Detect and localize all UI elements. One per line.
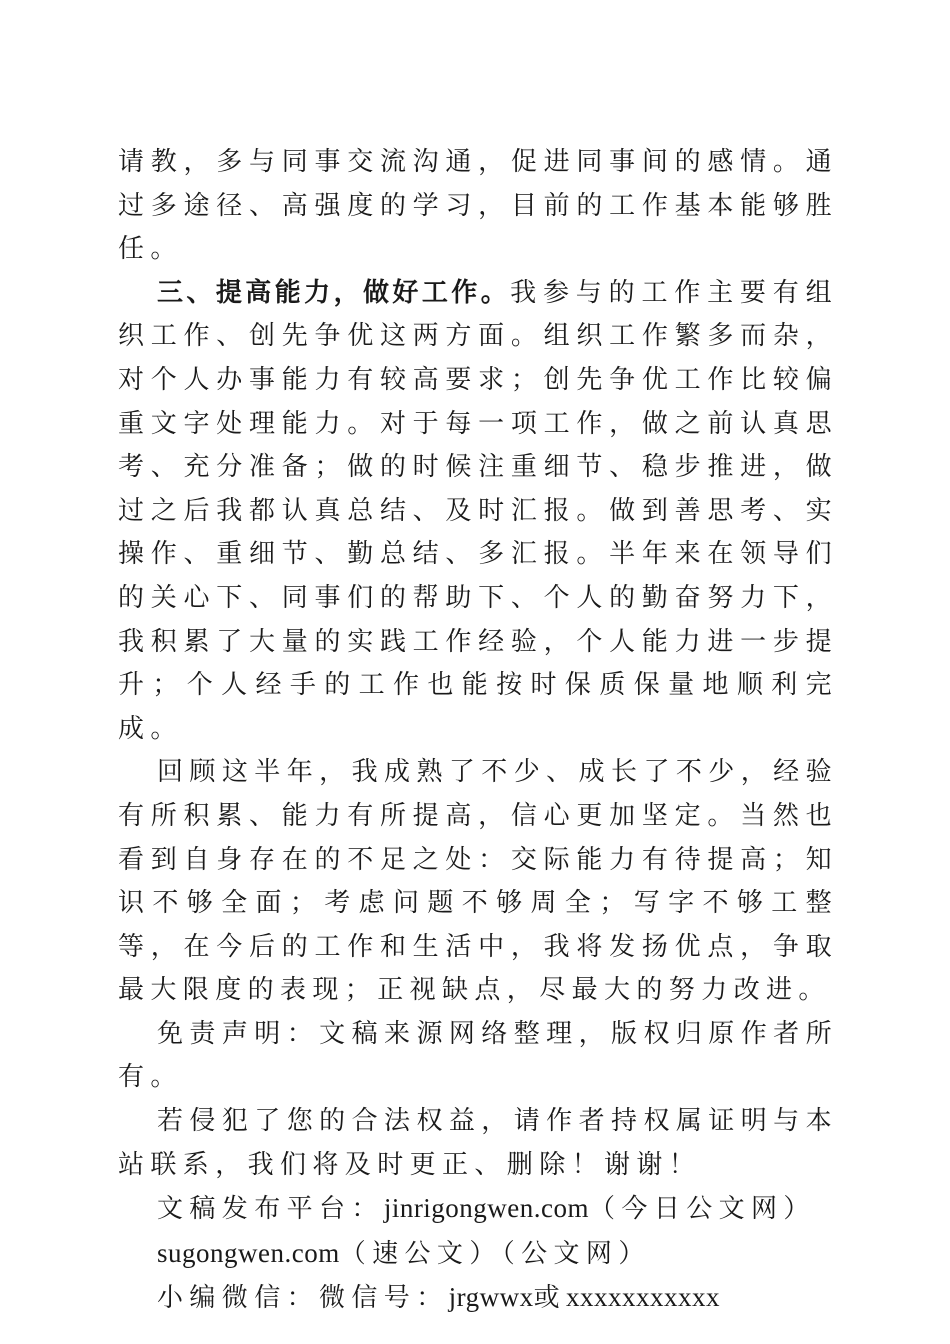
paragraph-section-three [118, 272, 838, 752]
disclaimer-text: 免责声明：文稿来源网络整理，版权归原作者所有。 [118, 1018, 838, 1093]
site2-line [118, 1232, 838, 1277]
wechat-line [118, 1276, 838, 1321]
wechat-or: 或 [533, 1283, 567, 1314]
section-heading: 三、提高能力，做好工作。 [157, 277, 511, 308]
paragraph-continuation: 请教，多与同事交流沟通，促进同事间的感情。通过多途径、高强度的学习，目前的工作基本能够胜任。 [118, 147, 838, 265]
platform-name: （今日公文网） [589, 1194, 816, 1225]
wechat-label: 小编微信：微信号： [157, 1283, 449, 1314]
paragraph-review: 回顾这半年，我成熟了不少、成长了不少，经验有所积累、能力有所提高，信心更加坚定。当然也看到自身存在的不足之处：交际能力有待提高；知识不够全面；考虑问题不够周全；写字不够工整等，在今后的工作和生活中，我将发扬优点，争取最大限度的表现；正视缺点，尽最大的努力改进。 [118, 757, 838, 1006]
platform-label: 文稿发布平台： [157, 1194, 384, 1225]
platform-line [118, 1187, 838, 1232]
platform-url: jinrigongwen.com [383, 1193, 590, 1224]
wechat-id: jrgwwx [448, 1282, 534, 1313]
section-body: 我参与的工作主要有组织工作、创先争优这两方面。组织工作繁多而杂，对个人办事能力有较高要求；创先争优工作比较偏重文字处理能力。对于每一项工作，做之前认真思考、充分准备；做的时候注重细节、稳步推进，做过之后我都认真总结、及时汇报。做到善思考、实操作、重细节、勤总结、多汇报。半年来在领导们的关心下、同事们的帮助下、个人的勤奋努力下，我积累了大量的实践工作经验，个人能力进一步提升；个人经手的工作也能按时保质保量地顺利完成。 [118, 277, 838, 744]
site2-name: （速公文）（公文网） [339, 1238, 651, 1269]
wechat-alt: xxxxxxxxxxx [566, 1282, 721, 1313]
site2-url: sugongwen.com [157, 1237, 340, 1268]
infringement-notice: 若侵犯了您的合法权益，请作者持权属证明与本站联系，我们将及时更正、删除！谢谢！ [118, 1106, 838, 1180]
document-page [118, 141, 838, 1321]
